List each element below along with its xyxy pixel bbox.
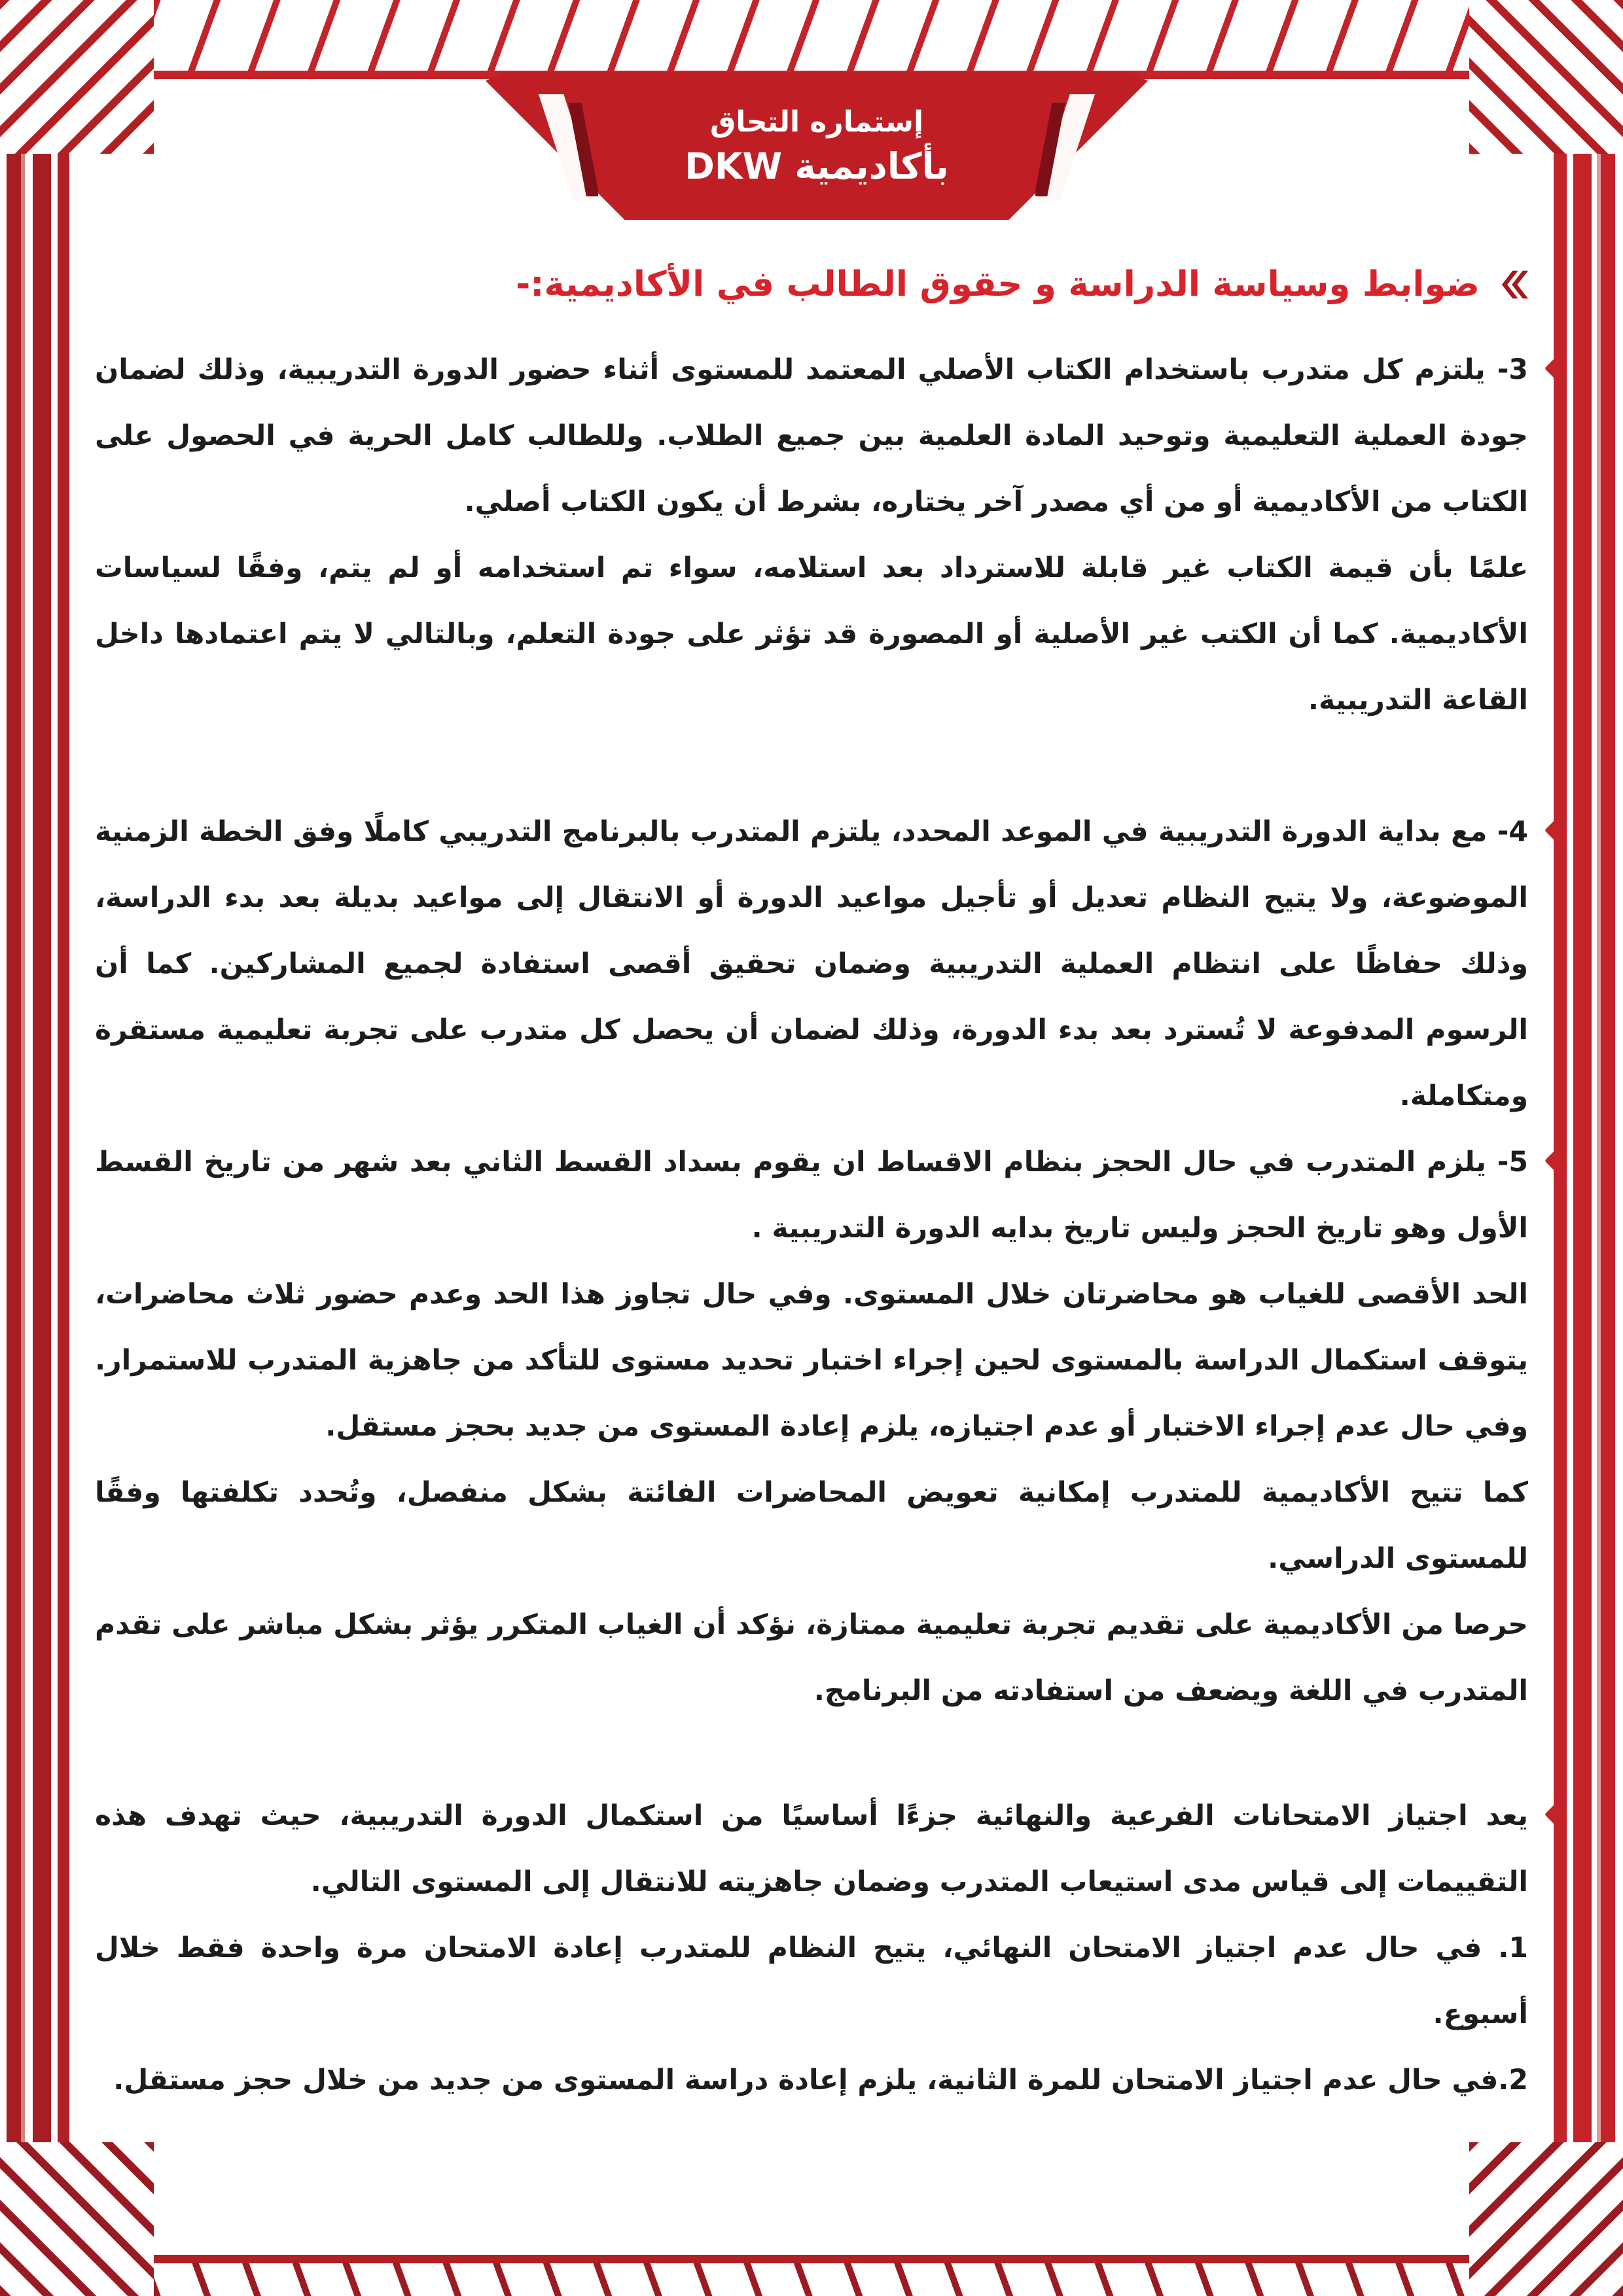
corner-ornament-top-right-icon bbox=[1469, 0, 1623, 154]
policy-content bbox=[95, 264, 1528, 2113]
bottom-border-ornament bbox=[154, 2255, 1469, 2296]
section-heading bbox=[95, 264, 1528, 304]
section-heading-text: ضوابط وسياسة الدراسة و حقوق الطالب في الأكاديمية:- bbox=[516, 264, 1480, 304]
policy-item-5-absence-rule bbox=[95, 1262, 1528, 1460]
right-border-ornament bbox=[1550, 154, 1623, 2142]
policy-item-text: يعد اجتياز الامتحانات الفرعية والنهائية جزءًا أساسيًا من استكمال الدورة التدريبية، حيث تهدف هذه التقييمات إلى قياس مدى استيعاب المتدرب وضمان جاهزيته للانتقال إلى المستوى التالي. bbox=[95, 1800, 1528, 1898]
policy-item-3 bbox=[95, 337, 1528, 535]
corner-ornament-bottom-right-icon bbox=[1469, 2142, 1623, 2296]
policy-item-exams-retake-1 bbox=[95, 1915, 1528, 2047]
policy-item-exams-retake-2 bbox=[95, 2047, 1528, 2113]
policy-item-5 bbox=[95, 1129, 1528, 1262]
policy-item-exams bbox=[95, 1783, 1528, 1915]
left-border-ornament bbox=[0, 154, 73, 2142]
policy-item-5-makeup-rule bbox=[95, 1460, 1528, 1592]
policy-item-text: 1. في حال عدم اجتياز الامتحان النهائي، يتيح النظام للمتدرب إعادة الامتحان مرة واحدة فقط خلال أسبوع. bbox=[95, 1932, 1528, 2030]
policy-item-text: الحد الأقصى للغياب هو محاضرتان خلال المستوى. وفي حال تجاوز هذا الحد وعدم حضور ثلاث محاضرات، يتوقف استكمال الدراسة بالمستوى لحين إجراء اختبار تحديد مستوى للتأكد من جاهزية المتدرب للاستمرار. وفي حال عدم إجراء الاختبار أو عدم اجتيازه، يلزم إعادة المستوى من جديد بحجز مستقل. bbox=[95, 1279, 1528, 1443]
policy-item-text: علمًا بأن قيمة الكتاب غير قابلة للاسترداد بعد استلامه، سواء تم استخدامه أو لم يتم، وفقًا لسياسات الأكاديمية. كما أن الكتب غير الأصلية أو المصورة قد تؤثر على جودة التعلم، وبالتالي لا يتم اعتمادها داخل القاعة التدريبية. bbox=[95, 552, 1528, 716]
policy-item-5-attendance-note bbox=[95, 1592, 1528, 1724]
policy-item-4 bbox=[95, 799, 1528, 1129]
heading-bullet-icon bbox=[1494, 269, 1528, 300]
policy-item-text: كما تتيح الأكاديمية للمتدرب إمكانية تعويض المحاضرات الفائتة بشكل منفصل، وتُحدد تكلفتها وفقًا للمستوى الدراسي. bbox=[95, 1477, 1528, 1575]
banner-title bbox=[486, 72, 1148, 220]
policy-item-3-note bbox=[95, 535, 1528, 733]
header-banner bbox=[486, 72, 1148, 220]
banner-title-line2: بأكاديمية DKW bbox=[685, 145, 949, 187]
policy-item-text: 4- مع بداية الدورة التدريبية في الموعد المحدد، يلتزم المتدرب بالبرنامج التدريبي كاملًا وفق الخطة الزمنية الموضوعة، ولا يتيح النظام تعديل أو تأجيل مواعيد الدورة أو الانتقال إلى مواعيد بديلة بعد بدء الدراسة، وذلك حفاظًا على انتظام العملية التدريبية وضمان تحقيق أقصى استفادة لجميع المشاركين. كما أن الرسوم المدفوعة لا تُسترد بعد بدء الدورة، وذلك لضمان أن يحصل كل متدرب على تجربة تعليمية مستقرة ومتكاملة. bbox=[95, 816, 1528, 1112]
policy-item-text: 5- يلزم المتدرب في حال الحجز بنظام الاقساط ان يقوم بسداد القسط الثاني بعد شهر من تاريخ القسط الأول وهو تاريخ الحجز وليس تاريخ بدايه الدورة التدريبية . bbox=[95, 1146, 1528, 1245]
corner-ornament-bottom-left-icon bbox=[0, 2142, 154, 2296]
policy-item-text: حرصا من الأكاديمية على تقديم تجربة تعليمية ممتازة، نؤكد أن الغياب المتكرر يؤثر بشكل مباشر على تقدم المتدرب في اللغة ويضعف من استفادته من البرنامج. bbox=[95, 1609, 1528, 1707]
policy-item-text: 3- يلتزم كل متدرب باستخدام الكتاب الأصلي المعتمد للمستوى أثناء حضور الدورة التدريبية، وذلك لضمان جودة العملية التعليمية وتوحيد المادة العلمية بين جميع الطلاب. وللطالب كامل الحرية في الحصول على الكتاب من الأكاديمية أو من أي مصدر آخر يختاره، بشرط أن يكون الكتاب أصلي. bbox=[95, 354, 1528, 518]
corner-ornament-top-left-icon bbox=[0, 0, 154, 154]
policy-item-text: 2.في حال عدم اجتياز الامتحان للمرة الثانية، يلزم إعادة دراسة المستوى من جديد من خلال حجز مستقل. bbox=[113, 2064, 1528, 2096]
top-border-ornament bbox=[154, 0, 1469, 79]
banner-title-line1: إستماره التحاق bbox=[709, 105, 924, 139]
